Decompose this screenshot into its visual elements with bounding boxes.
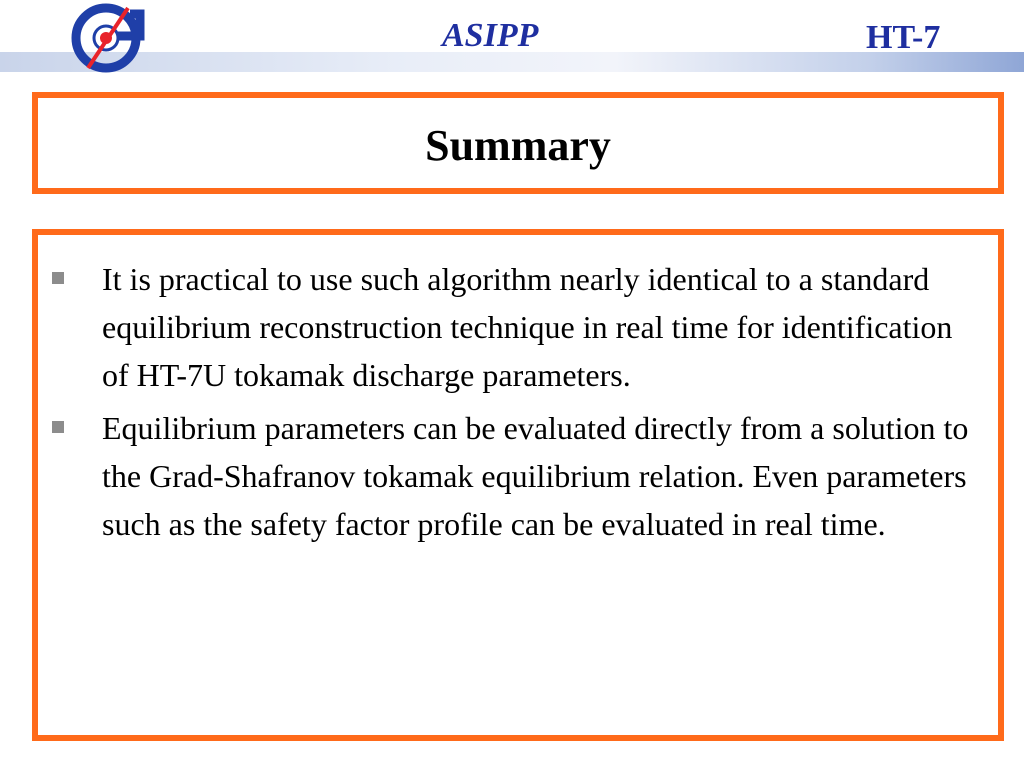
- bullet-text: It is practical to use such algorithm nearly identical to a standard equilibrium reconstruction technique in real time for identification of HT-7U tokamak discharge parameters.: [102, 261, 953, 393]
- square-bullet-icon: [52, 272, 64, 284]
- bullet-text: Equilibrium parameters can be evaluated directly from a solution to the Grad-Shafranov tokamak equilibrium relation. Even parameters such as the safety factor profile can be evaluated in real time.: [102, 410, 969, 542]
- asipp-logo-icon: [62, 0, 162, 74]
- bullet-list: [52, 255, 982, 553]
- org-name: ASIPP: [442, 17, 539, 54]
- slide-title: Summary: [425, 121, 611, 170]
- bullet-item: [52, 255, 982, 399]
- square-bullet-icon: [52, 421, 64, 433]
- title-frame: [32, 92, 1004, 194]
- content-frame: [32, 229, 1004, 741]
- device-name: HT-7: [866, 19, 941, 56]
- bullet-item: [52, 404, 982, 548]
